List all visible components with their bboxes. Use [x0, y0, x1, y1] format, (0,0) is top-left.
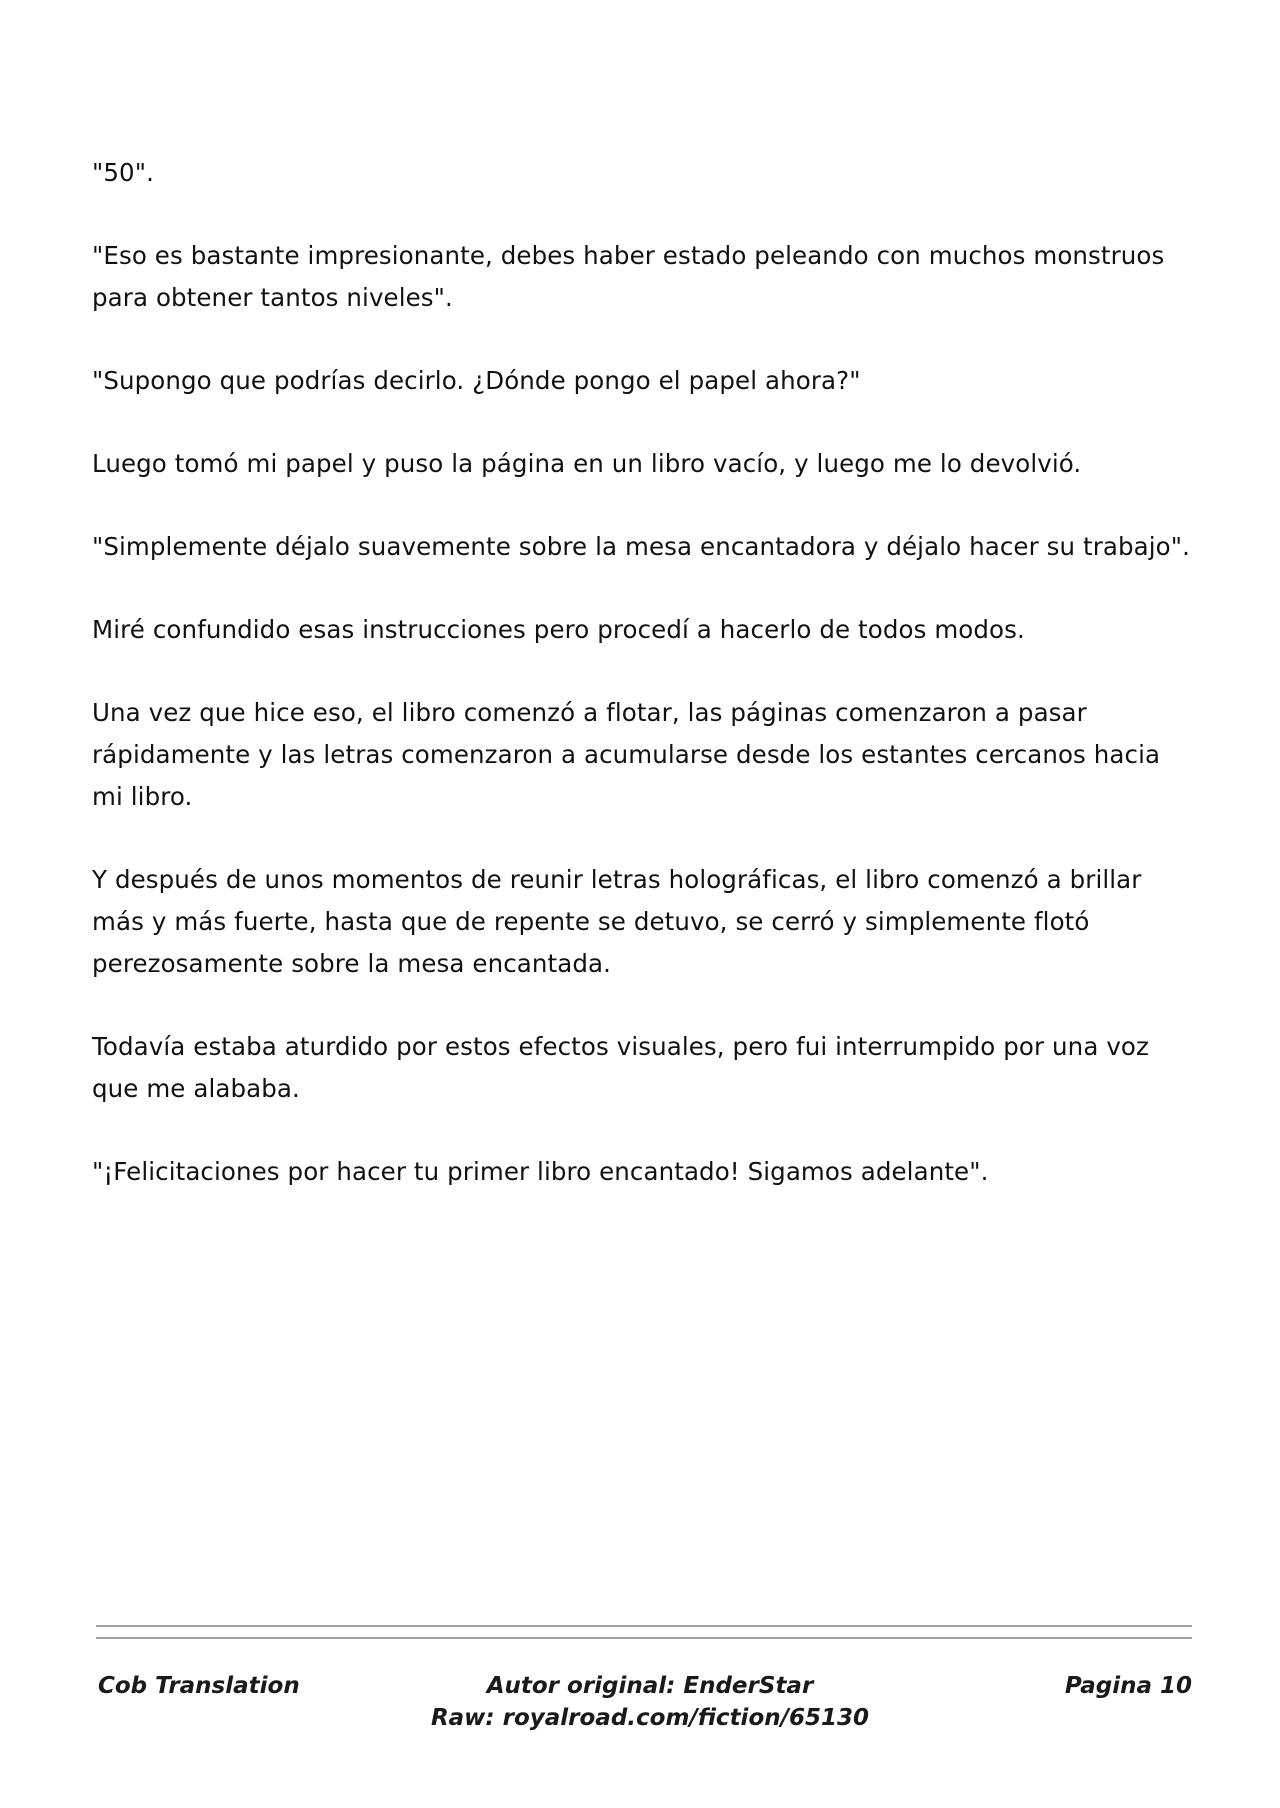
paragraph: "¡Felicitaciones por hacer tu primer libro encantado! Sigamos adelante".: [92, 1157, 989, 1186]
footer-author: Autor original: EnderStar: [486, 1673, 814, 1699]
paragraph: "50".: [92, 158, 155, 187]
footer-raw-source: Raw: royalroad.com/fiction/65130: [430, 1705, 870, 1731]
footer-page-number: Pagina 10: [1064, 1673, 1192, 1699]
paragraph: Miré confundido esas instrucciones pero procedí a hacerlo de todos modos.: [92, 615, 1025, 644]
paragraph: "Simplemente déjalo suavemente sobre la mesa encantadora y déjalo hacer su trabajo".: [92, 532, 1191, 561]
paragraph: "Supongo que podrías decirlo. ¿Dónde pongo el papel ahora?": [92, 366, 861, 395]
paragraph: "Eso es bastante impresionante, debes haber estado peleando con muchos monstruos para obtener tantos niveles".: [92, 241, 1165, 312]
paragraph: Todavía estaba aturdido por estos efectos visuales, pero fui interrumpido por una voz que me alababa.: [92, 1032, 1149, 1103]
paragraph: Y después de unos momentos de reunir letras holográficas, el libro comenzó a brillar más y más fuerte, hasta que de repente se detuvo, se cerró y simplemente flotó perezosamente sobre la mesa encantada.: [92, 865, 1142, 978]
footer-divider-bottom: [96, 1637, 1192, 1639]
footer-translator: Cob Translation: [98, 1673, 300, 1699]
page-body: [92, 152, 1192, 1234]
paragraph: Luego tomó mi papel y puso la página en un libro vacío, y luego me lo devolvió.: [92, 449, 1082, 478]
footer-credits: [340, 1670, 960, 1734]
paragraph: Una vez que hice eso, el libro comenzó a flotar, las páginas comenzaron a pasar rápidamente y las letras comenzaron a acumularse desde los estantes cercanos hacia mi libro.: [92, 698, 1161, 811]
footer-divider-top: [96, 1625, 1192, 1627]
